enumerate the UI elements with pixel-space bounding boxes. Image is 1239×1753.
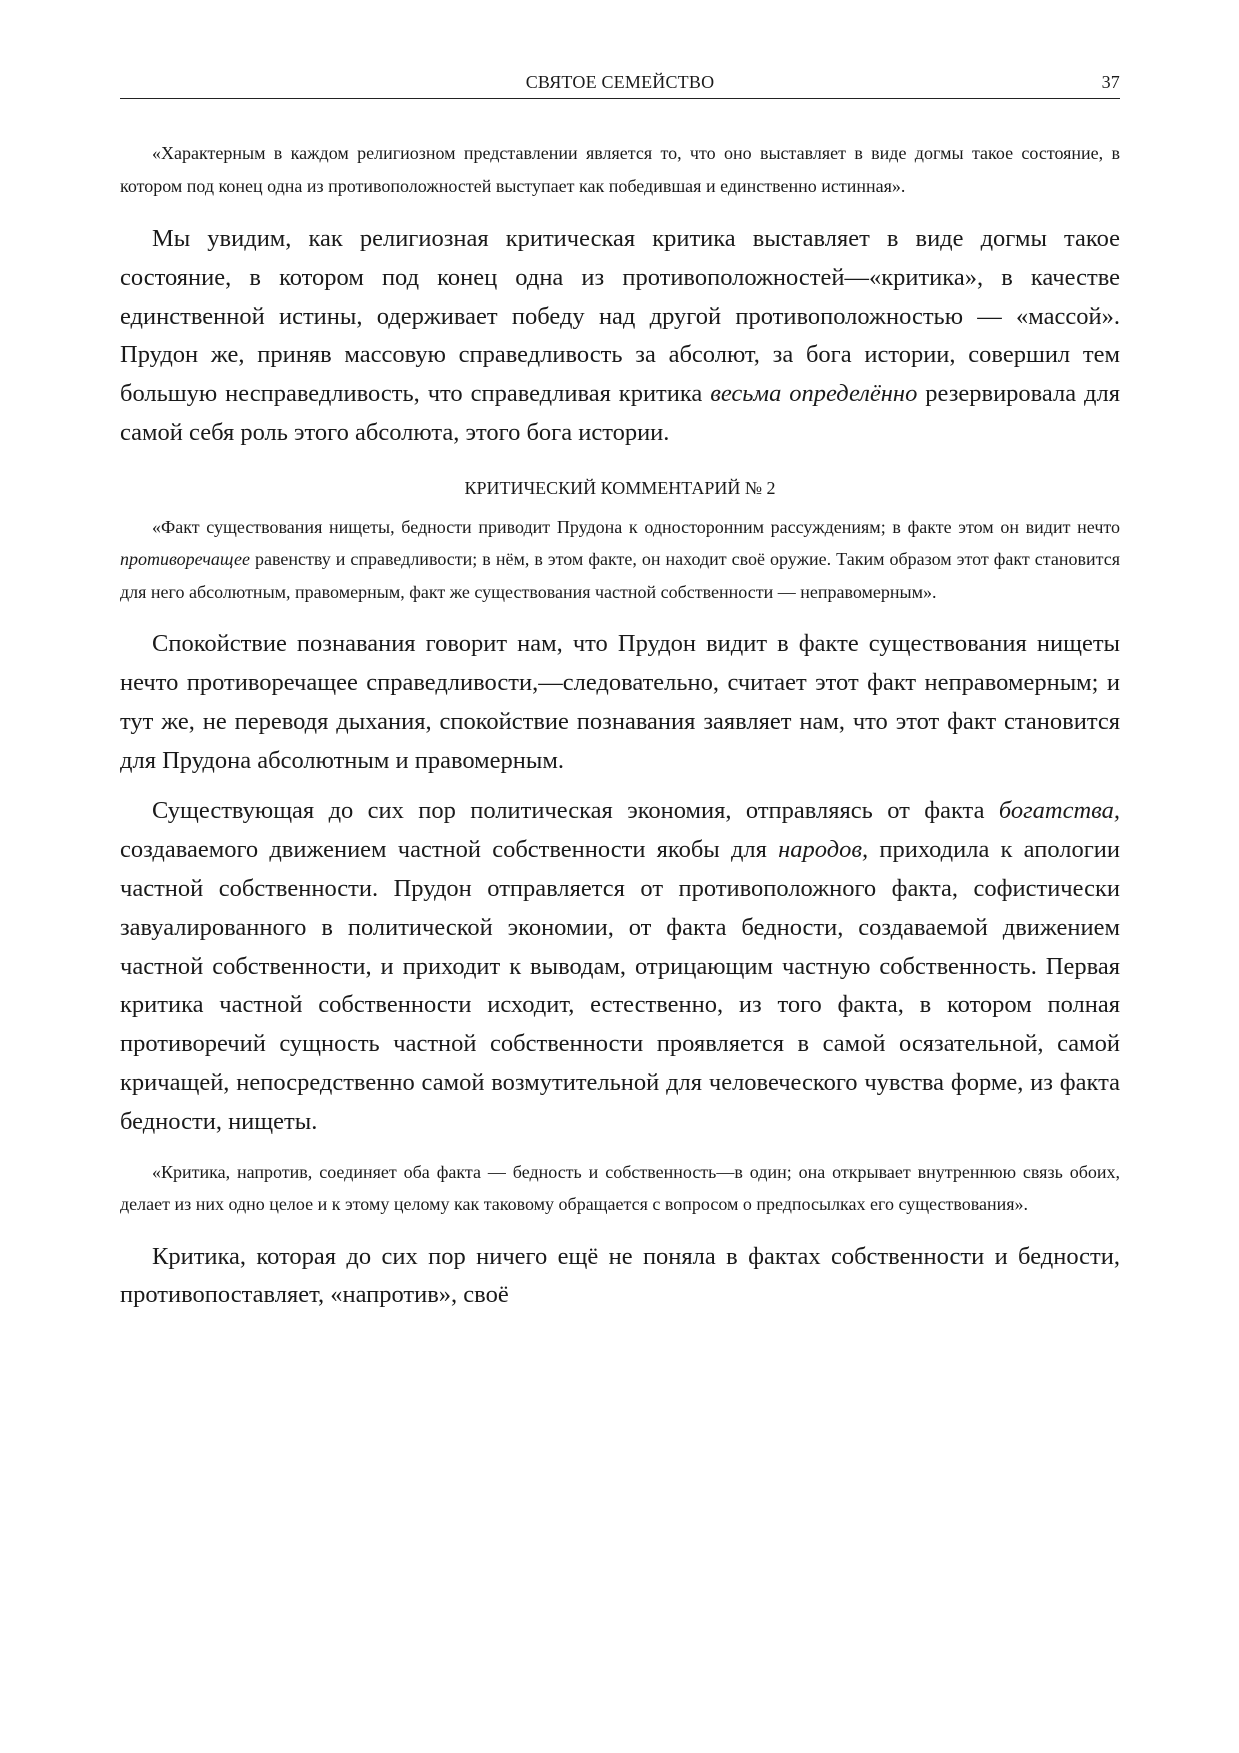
body-paragraph: Спокойствие познавания говорит нам, что Прудон видит в факте существования нищеты нечто противоречащее справедливости,—следовательно, считает этот факт неправомерным; и тут же, не переводя дыхания, спокойствие познавания заявляет нам, что этот факт становится для Прудона абсолютным и правомерным. bbox=[120, 630, 1120, 774]
text-span: приходила к апологии частной собственности. Прудон отправляется от противоположного факта, софистически завуалированного в политической экономии, от факта бедности, создаваемой движением частной собственности, и приходит к выводам, отрицающим частную собственность. Первая критика частной собственности исходит, естественно, из того факта, в котором полная противоречий сущность частной собственности проявляется в самой осязательной, самой кричащей, непосредственно самой возмутительной для человеческого чувства форме, из факта бедности, нищеты. bbox=[120, 836, 1120, 1135]
emphasis-text: богатства, bbox=[998, 797, 1120, 825]
emphasis-text: противоречащее bbox=[120, 549, 250, 570]
text-span: резервировала для самой себя роль этого абсолюта, этого бога истории. bbox=[120, 380, 1121, 446]
page-number: 37 bbox=[1101, 72, 1120, 92]
body-paragraph: Критика, которая до сих пор ничего ещё не поняла в фактах собственности и бедности, противопоставляет, «напротив», своё bbox=[120, 1242, 1120, 1309]
text-span: Существующая до сих пор политическая экономия, отправляясь от факта bbox=[152, 797, 999, 825]
text-span: Мы увидим, как религиозная критическая критика выставляет в виде догмы такое состояние, в котором под конец одна из противоположностей—«критика», в качестве единственной истины, одерживает победу над другой противоположностью — «массой». Прудон же, приняв массовую справедливость за абсолют, за бога истории, совершил тем большую несправедливость, что справедливая критика bbox=[120, 225, 1120, 408]
body-paragraph bbox=[120, 792, 1120, 1141]
running-header-title: СВЯТОЕ СЕМЕЙСТВО bbox=[525, 72, 715, 92]
text-span: создаваемого движением частной собственности якобы для bbox=[120, 836, 779, 864]
quote-paragraph bbox=[120, 511, 1120, 609]
emphasis-text: народов, bbox=[778, 836, 869, 864]
section-heading: КРИТИЧЕСКИЙ КОММЕНТАРИЙ № 2 bbox=[464, 477, 776, 498]
text-span: «Факт существования нищеты, бедности приводит Прудона к односторонним рассуждениям; в факте этом он видит нечто bbox=[152, 516, 1120, 537]
body-paragraph bbox=[120, 220, 1120, 453]
text-span: равенству и справедливости; в нём, в этом факте, он находит своё оружие. Таким образом этот факт становится для него абсолютным, правомерным, факт же существования частной собственности — неправомерным». bbox=[120, 549, 1120, 602]
quote-paragraph: «Критика, напротив, соединяет оба факта — бедность и собственность—в один; она открывает внутреннюю связь обоих, делает из них одно целое и к этому целому как таковому обращается с вопросом о предпосылках его существования». bbox=[120, 1161, 1120, 1215]
document-page bbox=[120, 70, 1120, 1315]
emphasis-text: весьма определённо bbox=[710, 380, 918, 408]
running-header bbox=[120, 70, 1120, 99]
quote-paragraph: «Характерным в каждом религиозном представлении является то, что оно выставляет в виде догмы такое состояние, в котором под конец одна из противоположностей выступает как победившая и единственно истинная». bbox=[120, 143, 1120, 196]
